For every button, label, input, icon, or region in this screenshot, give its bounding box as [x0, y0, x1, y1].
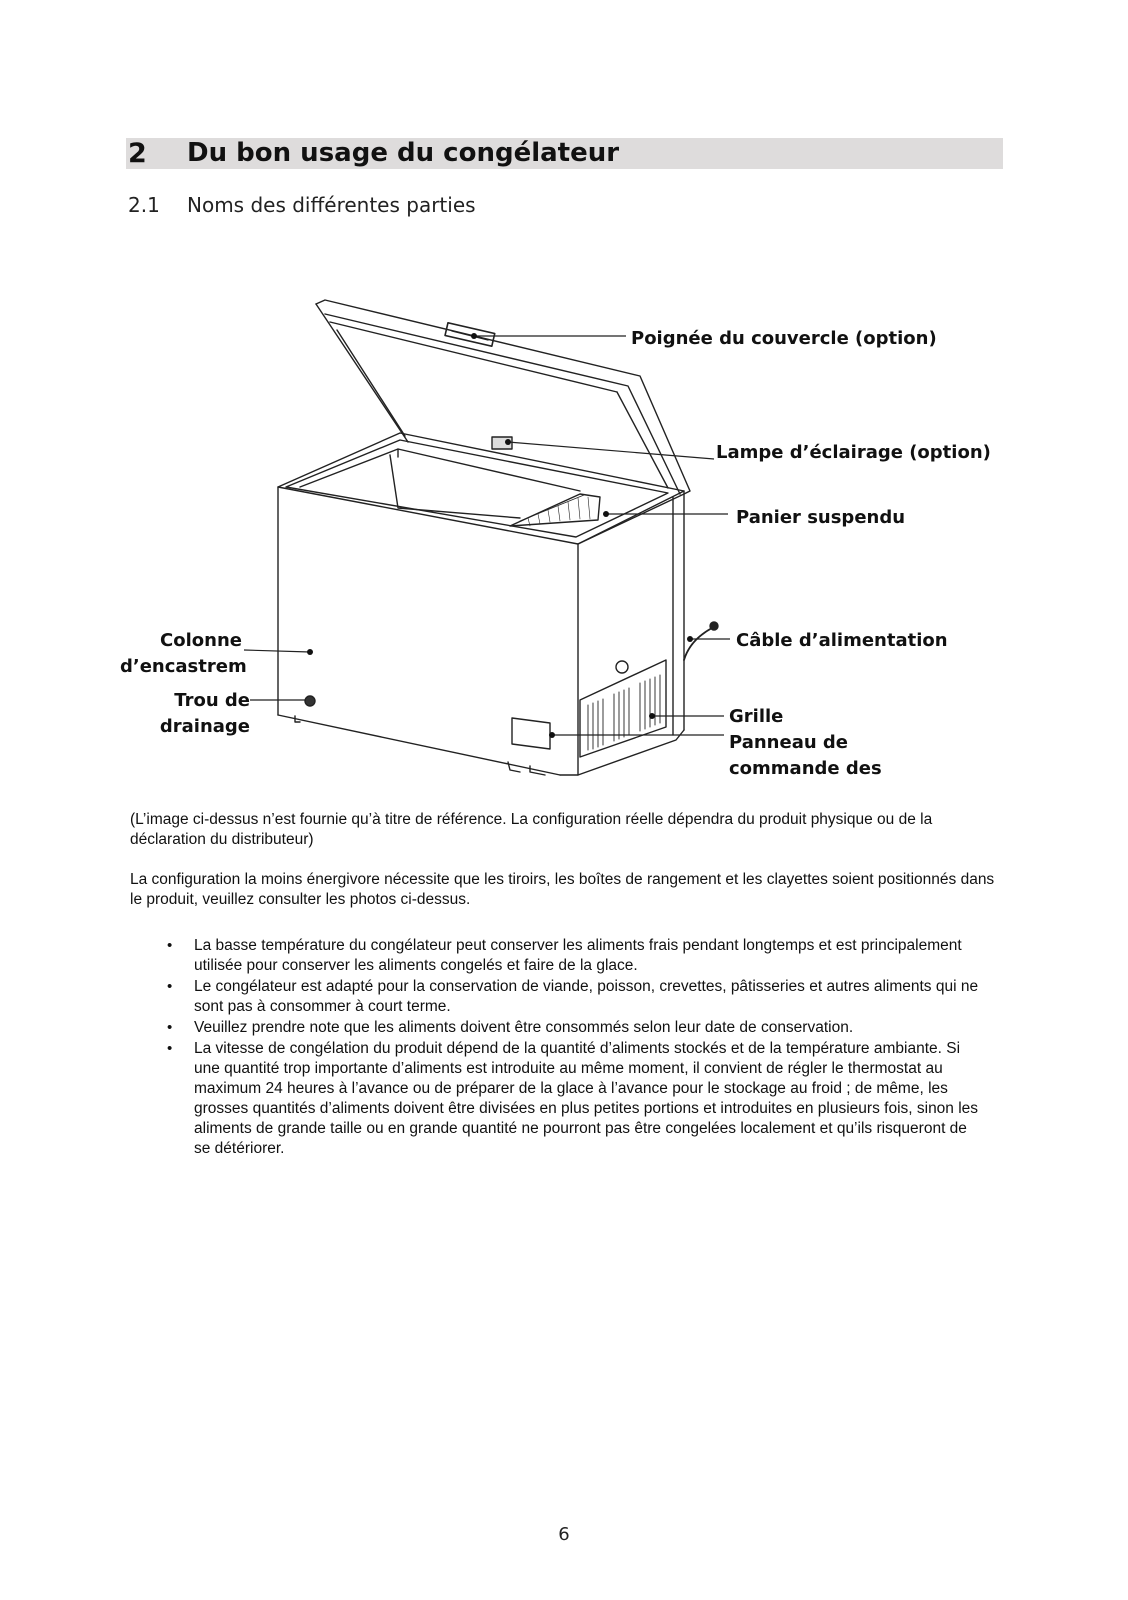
label-drain-line2: drainage: [159, 716, 250, 737]
label-column-line1: Colonne: [160, 630, 242, 651]
configuration-paragraph: La configuration la moins énergivore nécessite que les tiroirs, les boîtes de rangement et les clayettes soient positionnés dans le produit, veuillez consulter les photos ci-dessus.: [130, 871, 995, 908]
diagram-caption: (L’image ci-dessus n’est fournie qu’à titre de référence. La configuration réelle dépendra du produit physique ou de la déclaration du distributeur): [130, 811, 933, 848]
leader-lines: [244, 336, 730, 735]
label-basket: Panier suspendu: [736, 507, 906, 528]
label-grille: Grille: [729, 706, 784, 727]
label-column-line2: d’encastrem: [120, 656, 247, 677]
leader-column: [244, 650, 310, 652]
label-control-panel-line1: Panneau de: [729, 732, 849, 753]
freezer-drawing: [278, 300, 718, 775]
subsection-number: 2.1: [128, 193, 160, 217]
leader-dots: [307, 333, 693, 738]
section-number: 2: [128, 138, 147, 169]
bullet-text: Veuillez prendre note que les aliments doivent être consommés selon leur date de conservation.: [194, 1019, 854, 1036]
bullet-icon: •: [167, 1019, 173, 1036]
label-power-cable: Câble d’alimentation: [736, 630, 948, 651]
bullet-text: La vitesse de congélation du produit dépend de la quantité d’aliments stockés et de la température ambiante. Si une quantité trop importante d’aliments est introduite au même moment, il convient de régler le thermostat au maximum 24 heures à l’avance ou de préparer de la glace à l’avance pour le stockage au froid ; de même, les grosses quantités d’aliments doivent être divisées en plus petites portions et introduites en plusieurs fois, sinon les aliments de grande taille ou en grande quantité ne pourront pas être congelées localement et qu’ils risqueront de se détériorer.: [194, 1040, 979, 1157]
list-item: [130, 1039, 980, 1159]
label-control-panel-line2: commande des: [729, 758, 882, 779]
leader-lamp: [508, 442, 714, 459]
label-lid-handle: Poignée du couvercle (option): [631, 328, 937, 349]
section-title: Du bon usage du congélateur: [187, 138, 620, 168]
label-lamp: Lampe d’éclairage (option): [716, 442, 991, 463]
list-item: [130, 1018, 980, 1038]
bullet-icon: •: [167, 937, 173, 954]
bullet-icon: •: [167, 1040, 173, 1057]
list-item: [130, 977, 980, 1017]
bullet-text: Le congélateur est adapté pour la conservation de viande, poisson, crevettes, pâtisseries et autres aliments qui ne sont pas à consommer à court terme.: [194, 978, 979, 1015]
label-drain-line1: Trou de: [174, 690, 250, 711]
list-item: [130, 936, 980, 976]
bullet-icon: •: [167, 978, 173, 995]
bullet-text: La basse température du congélateur peut conserver les aliments frais pendant longtemps et est principalement utilisée pour conserver les aliments congelés et faire de la glace.: [194, 937, 962, 974]
page-number: 6: [558, 1524, 570, 1545]
usage-bullet-list: [130, 936, 980, 1160]
subsection-title: Noms des différentes parties: [187, 193, 476, 217]
